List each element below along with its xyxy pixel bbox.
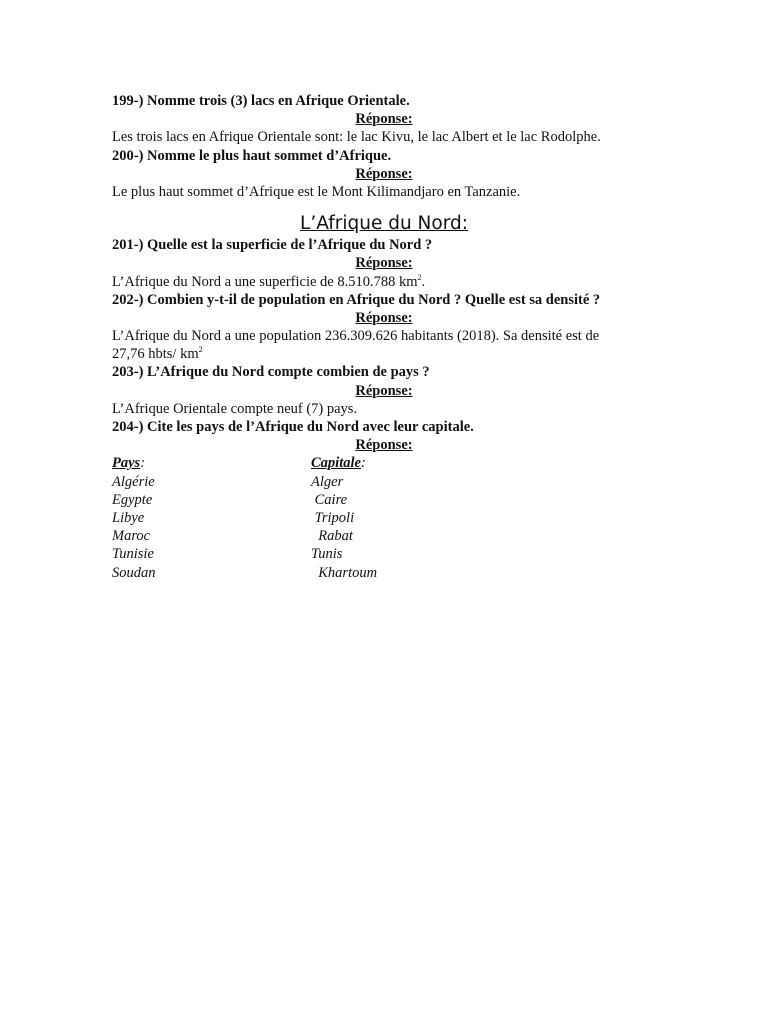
table-row bbox=[112, 564, 656, 582]
section-heading: L’Afrique du Nord: bbox=[300, 213, 468, 235]
answer-202-superscript: 2 bbox=[198, 345, 203, 355]
document-page bbox=[112, 92, 656, 582]
table-row bbox=[112, 527, 656, 545]
reponse-label-204: Réponse: bbox=[355, 437, 413, 454]
reponse-label-201: Réponse: bbox=[355, 255, 413, 272]
table-header-row bbox=[112, 454, 656, 472]
capital-name: Rabat bbox=[311, 528, 353, 545]
capital-name: Caire bbox=[311, 491, 348, 508]
question-203: 203-) L’Afrique du Nord compte combien de pays ? bbox=[112, 364, 430, 381]
reponse-label-203: Réponse: bbox=[355, 382, 413, 399]
table-header-pays bbox=[112, 454, 145, 472]
table-row bbox=[112, 473, 656, 491]
question-201: 201-) Quelle est la superficie de l’Afrique du Nord ? bbox=[112, 237, 433, 254]
answer-202-line1: L’Afrique du Nord a une population 236.309.626 habitants (2018). Sa densité est de bbox=[112, 328, 600, 345]
question-202: 202-) Combien y-t-il de population en Afrique du Nord ? Quelle est sa densité ? bbox=[112, 291, 601, 308]
reponse-label-202: Réponse: bbox=[355, 309, 413, 326]
answer-201-superscript: 2 bbox=[417, 272, 422, 282]
country-name: Libye bbox=[112, 509, 145, 526]
reponse-label-200: Réponse: bbox=[355, 165, 413, 182]
answer-202-line2 bbox=[112, 345, 656, 363]
country-name: Egypte bbox=[112, 491, 153, 508]
question-199: 199-) Nomme trois (3) lacs en Afrique Orientale. bbox=[112, 93, 410, 109]
answer-203: L’Afrique Orientale compte neuf (7) pays. bbox=[112, 400, 358, 417]
capital-name: Alger bbox=[311, 473, 344, 490]
answer-200: Le plus haut sommet d’Afrique est le Mont Kilimandjaro en Tanzanie. bbox=[112, 183, 521, 200]
capitale-header-colon: : bbox=[360, 455, 366, 472]
table-row bbox=[112, 491, 656, 509]
pays-header-label: Pays bbox=[112, 455, 141, 472]
capital-name: Khartoum bbox=[311, 564, 378, 581]
question-204: 204-) Cite les pays de l’Afrique du Nord avec leur capitale. bbox=[112, 419, 474, 435]
country-name: Algérie bbox=[112, 473, 155, 490]
pays-header-colon: : bbox=[140, 455, 146, 472]
question-200: 200-) Nomme le plus haut sommet d’Afrique. bbox=[112, 147, 392, 164]
answer-201-end: . bbox=[421, 273, 426, 290]
country-name: Soudan bbox=[112, 564, 156, 581]
capital-name: Tripoli bbox=[311, 509, 355, 526]
answer-199: Les trois lacs en Afrique Orientale sont: le lac Kivu, le lac Albert et le lac Rodolphe. bbox=[112, 129, 601, 146]
country-name: Tunisie bbox=[112, 546, 154, 563]
capitale-header-label: Capitale bbox=[311, 455, 361, 472]
answer-201-text: L’Afrique du Nord a une superficie de 8.510.788 km bbox=[112, 273, 418, 290]
table-header-capitale bbox=[311, 454, 366, 472]
reponse-label-199: Réponse: bbox=[355, 111, 413, 128]
capital-name: Tunis bbox=[311, 546, 343, 563]
answer-202-text: 27,76 hbts/ km bbox=[112, 346, 199, 363]
table-row bbox=[112, 545, 656, 563]
answer-201 bbox=[112, 273, 656, 291]
table-row bbox=[112, 509, 656, 527]
country-name: Maroc bbox=[112, 528, 151, 545]
